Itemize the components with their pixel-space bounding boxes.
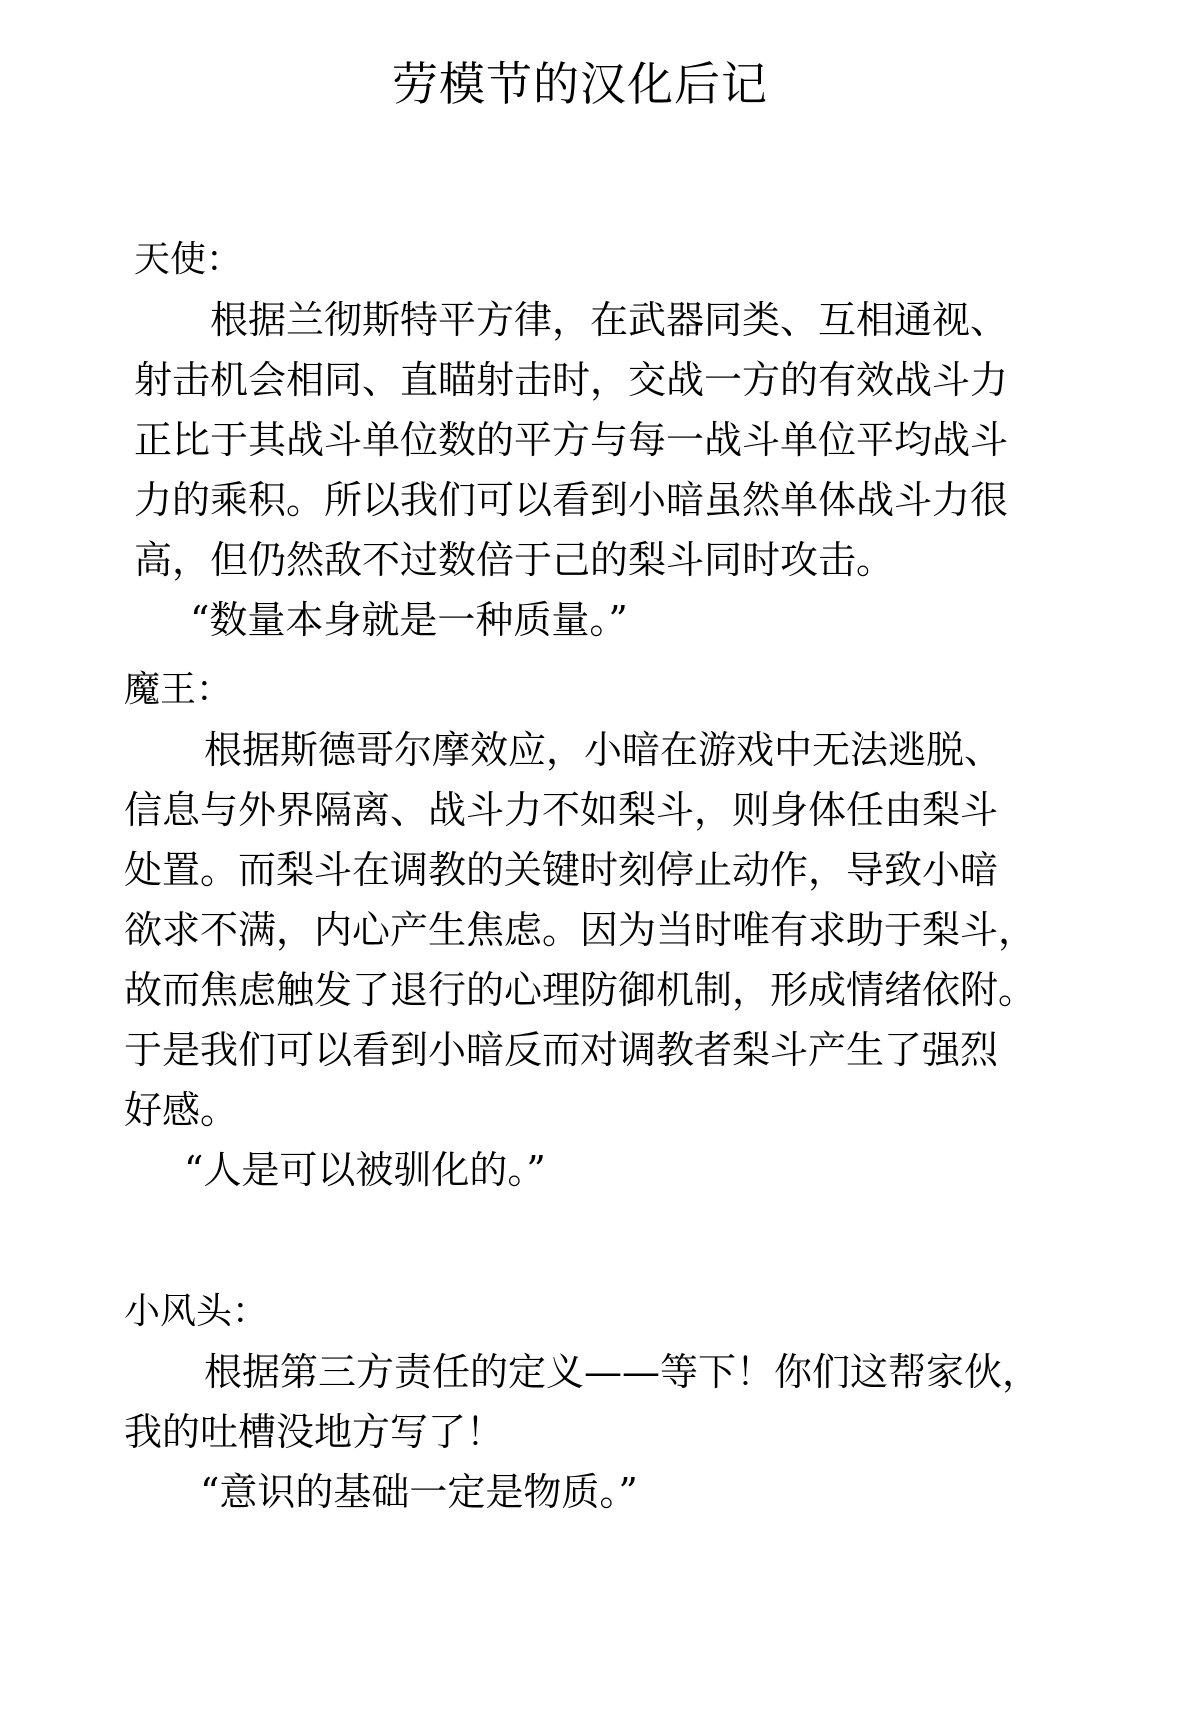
speaker-label: 天使： [134,239,243,280]
speaker-label: 小风头： [124,1291,269,1332]
paragraph-line: 高，但仍然敌不过数倍于己的梨斗同时攻击。 [134,538,895,582]
paragraph-line: 故而焦虑触发了退行的心理防御机制，形成情绪依附。 [124,968,1037,1012]
speaker-label: 魔王： [124,669,233,710]
paragraph-line: 于是我们可以看到小暗反而对调教者梨斗产生了强烈 [124,1028,999,1072]
page-title: 劳模节的汉化后记 [392,57,768,111]
section-angel [134,230,1084,650]
paragraph [124,1342,1074,1462]
paragraph-line: 信息与外界隔离、战斗力不如梨斗，则身体任由梨斗 [124,788,999,832]
section-xiaofengtou [124,1282,1074,1522]
paragraph-line: 好感。 [124,1088,239,1132]
paragraph-line: 欲求不满，内心产生焦虑。因为当时唯有求助于梨斗， [124,908,1037,952]
paragraph-line: 处置。而梨斗在调教的关键时刻停止动作，导致小暗 [124,848,999,892]
paragraph-line: 根据兰彻斯特平方律，在武器同类、互相通视、 [210,298,1009,342]
paragraph-line: 正比于其战斗单位数的平方与每一战斗单位平均战斗 [134,418,1009,462]
paragraph-line: 我的吐槽没地方写了！ [124,1410,505,1454]
section-demon-king [124,660,1074,1200]
quote: “人是可以被驯化的。” [184,1148,546,1192]
paragraph-line: 射击机会相同、直瞄射击时，交战一方的有效战斗力 [134,358,1009,402]
quote: “意识的基础一定是物质。” [200,1470,638,1514]
paragraph [124,720,1074,1140]
paragraph-line: 力的乘积。所以我们可以看到小暗虽然单体战斗力很 [134,478,1009,522]
paragraph [134,290,1084,590]
paragraph-line: 根据第三方责任的定义——等下！你们这帮家伙， [204,1350,1041,1394]
paragraph-line: 根据斯德哥尔摩效应，小暗在游戏中无法逃脱、 [204,728,1003,772]
quote: “数量本身就是一种质量。” [190,598,628,642]
